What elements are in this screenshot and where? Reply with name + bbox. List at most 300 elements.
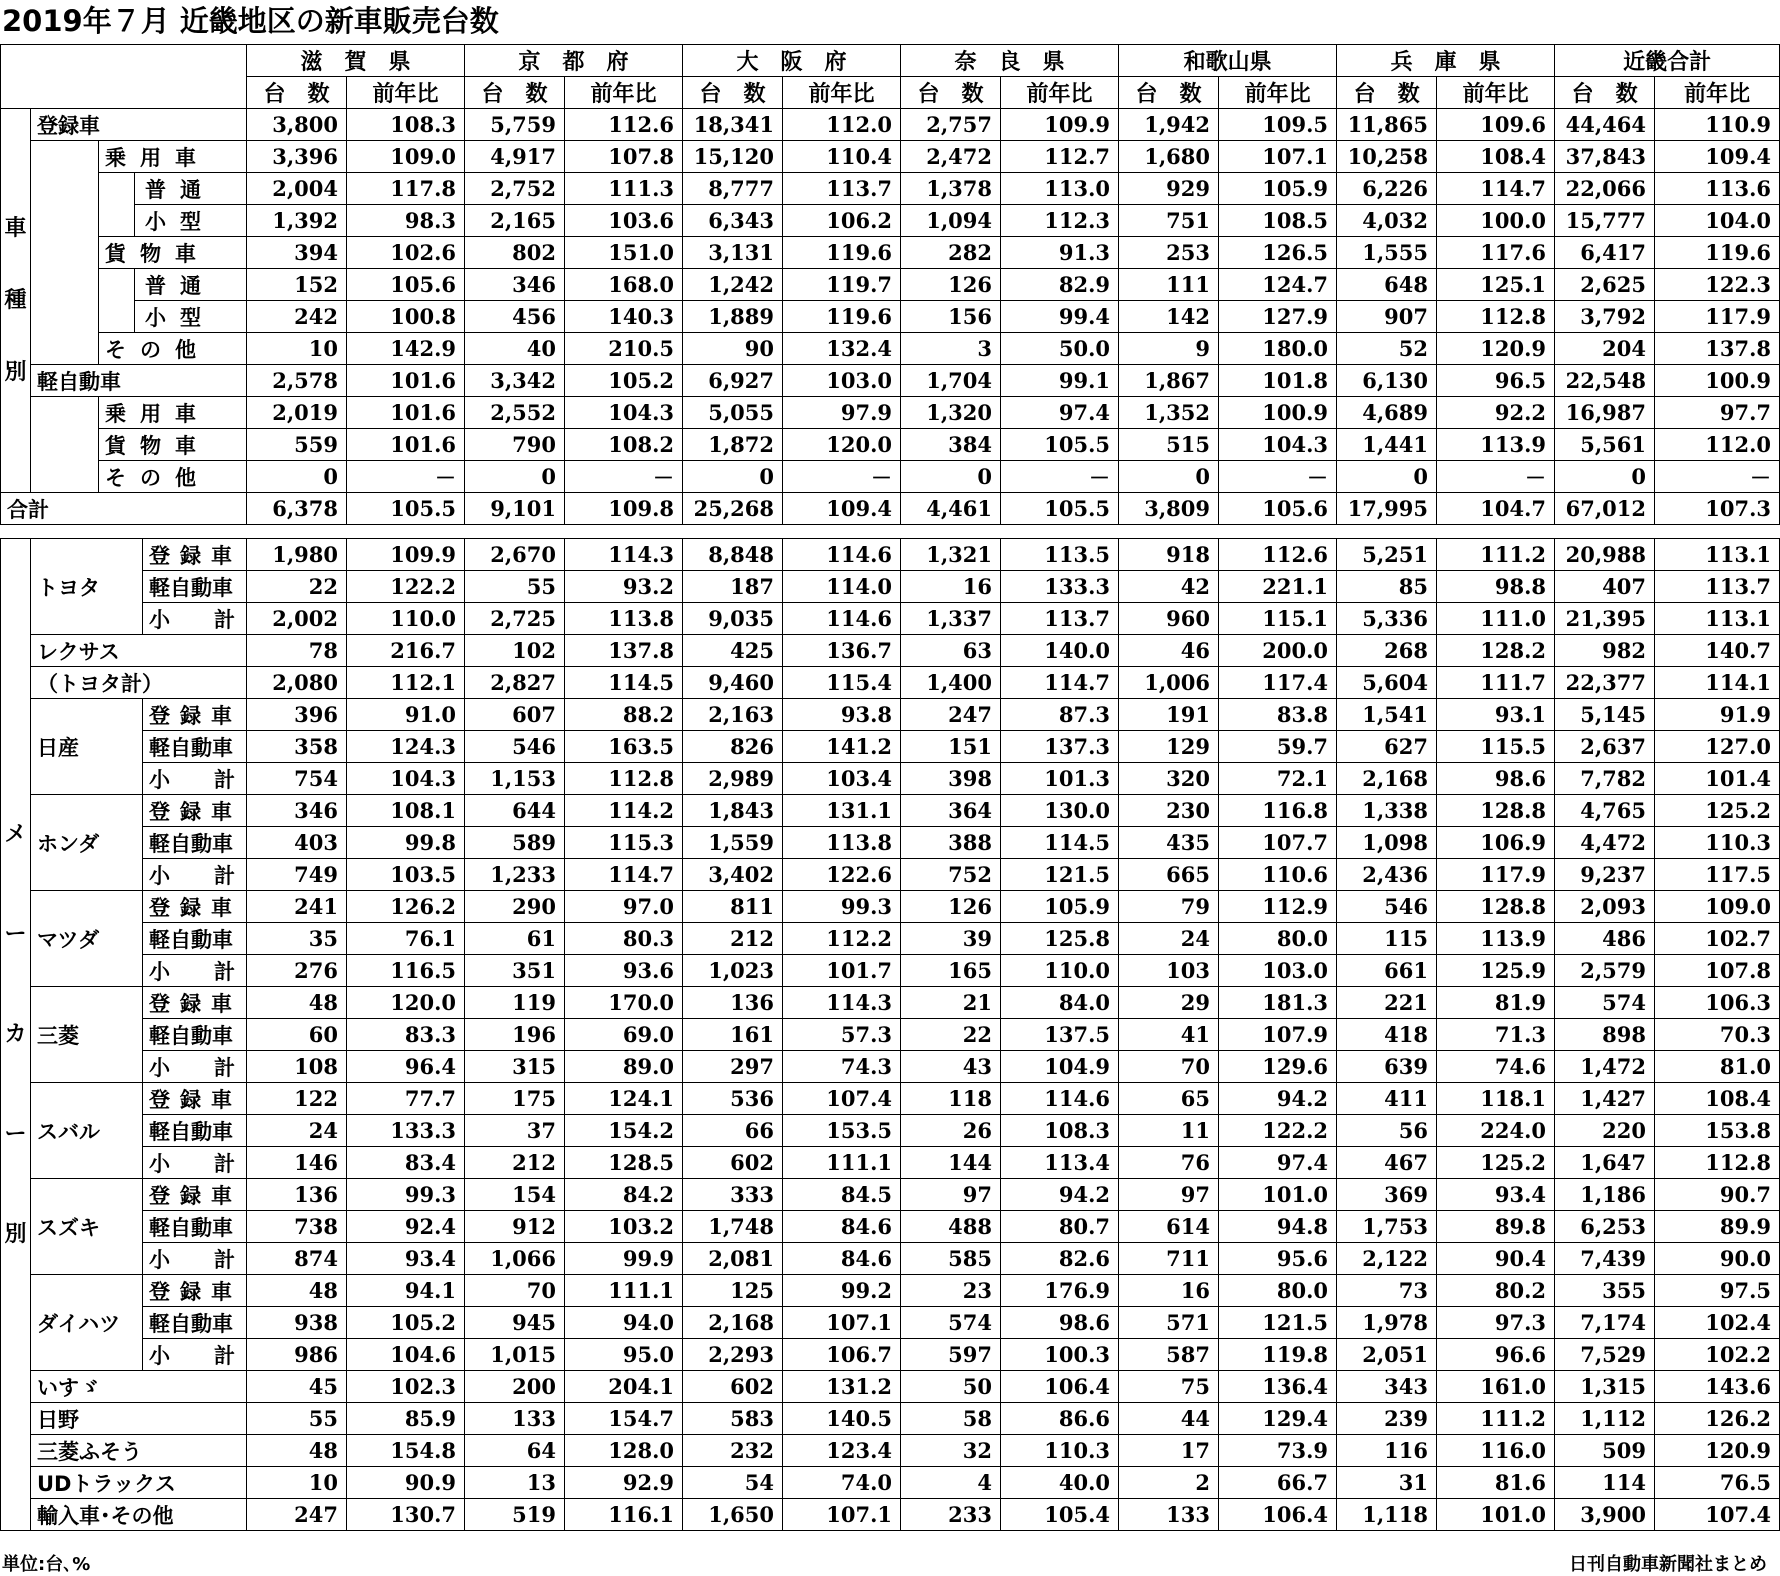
count-cell: 46	[1119, 635, 1219, 667]
count-cell: 1,066	[465, 1243, 565, 1275]
count-cell: 3,800	[247, 109, 347, 141]
yoy-cell: 82.6	[1001, 1243, 1119, 1275]
count-cell: 602	[683, 1147, 783, 1179]
yoy-cell: 112.1	[347, 667, 465, 699]
yoy-cell: 98.8	[1437, 571, 1555, 603]
count-cell: 1,650	[683, 1499, 783, 1531]
yoy-cell: 100.9	[1655, 365, 1780, 397]
header-row-prefectures	[1, 45, 1780, 77]
count-cell: 6,130	[1337, 365, 1437, 397]
count-cell: 29	[1119, 987, 1219, 1019]
yoy-cell: 101.7	[783, 955, 901, 987]
yoy-cell: 104.3	[1219, 429, 1337, 461]
table-row	[1, 109, 1780, 141]
yoy-cell: 221.1	[1219, 571, 1337, 603]
yoy-cell: 125.9	[1437, 955, 1555, 987]
count-cell: 55	[247, 1403, 347, 1435]
yoy-cell: 103.4	[783, 763, 901, 795]
count-cell: 6,417	[1555, 237, 1655, 269]
yoy-cell: 102.2	[1655, 1339, 1780, 1371]
count-cell: 2,725	[465, 603, 565, 635]
count-cell: 9,237	[1555, 859, 1655, 891]
yoy-cell: 111.0	[1437, 603, 1555, 635]
yoy-cell: 120.9	[1437, 333, 1555, 365]
yoy-header: 前年比	[565, 77, 683, 109]
count-cell: 61	[465, 923, 565, 955]
count-cell: 2,637	[1555, 731, 1655, 763]
count-cell: 559	[247, 429, 347, 461]
count-cell: 7,174	[1555, 1307, 1655, 1339]
sub-label: 小計	[143, 1243, 247, 1275]
count-cell: 9,101	[465, 493, 565, 525]
yoy-cell: 120.0	[783, 429, 901, 461]
count-cell: 583	[683, 1403, 783, 1435]
count-cell: 25,268	[683, 493, 783, 525]
count-cell: 212	[683, 923, 783, 955]
yoy-cell: 88.2	[565, 699, 683, 731]
count-cell: 97	[1119, 1179, 1219, 1211]
prefecture-header: 近畿合計	[1555, 45, 1780, 77]
yoy-cell: 140.3	[565, 301, 683, 333]
count-cell: 21,395	[1555, 603, 1655, 635]
indent-spacer	[31, 205, 99, 237]
count-cell: 587	[1119, 1339, 1219, 1371]
count-cell: 2,670	[465, 539, 565, 571]
table-row	[1, 827, 1780, 859]
count-cell: 1,555	[1337, 237, 1437, 269]
yoy-cell: 129.4	[1219, 1403, 1337, 1435]
yoy-cell: 106.2	[783, 205, 901, 237]
sub-label: 軽自動車	[143, 1115, 247, 1147]
count-cell: 108	[247, 1051, 347, 1083]
count-cell: 574	[1555, 987, 1655, 1019]
count-cell: 898	[1555, 1019, 1655, 1051]
unit-note: 単位:台､%	[2, 1554, 91, 1575]
count-cell: 75	[1119, 1371, 1219, 1403]
yoy-cell: 108.5	[1219, 205, 1337, 237]
count-cell: 55	[465, 571, 565, 603]
yoy-cell: 105.6	[1219, 493, 1337, 525]
maker-label: トヨタ	[31, 539, 143, 635]
count-cell: 175	[465, 1083, 565, 1115]
count-cell: 5,336	[1337, 603, 1437, 635]
indent-spacer	[99, 205, 135, 237]
count-cell: 45	[247, 1371, 347, 1403]
count-cell: 2,579	[1555, 955, 1655, 987]
count-cell: 1,753	[1337, 1211, 1437, 1243]
yoy-cell: 99.9	[565, 1243, 683, 1275]
yoy-cell: 131.2	[783, 1371, 901, 1403]
yoy-cell: 101.3	[1001, 763, 1119, 795]
table-row	[1, 955, 1780, 987]
count-cell: 1,748	[683, 1211, 783, 1243]
yoy-cell: 113.8	[783, 827, 901, 859]
yoy-cell: 112.7	[1001, 141, 1119, 173]
yoy-cell: 101.0	[1219, 1179, 1337, 1211]
count-cell: 754	[247, 763, 347, 795]
table-row	[1, 1467, 1780, 1499]
yoy-cell: 90.7	[1655, 1179, 1780, 1211]
yoy-cell: 116.5	[347, 955, 465, 987]
count-cell: 1,233	[465, 859, 565, 891]
count-cell: 2,080	[247, 667, 347, 699]
count-cell: 35	[247, 923, 347, 955]
yoy-cell: 92.9	[565, 1467, 683, 1499]
yoy-cell: 114.6	[783, 603, 901, 635]
count-cell: 103	[1119, 955, 1219, 987]
yoy-cell: 110.6	[1219, 859, 1337, 891]
indent-spacer	[31, 429, 99, 461]
count-cell: 2,081	[683, 1243, 783, 1275]
count-cell: 0	[1555, 461, 1655, 493]
yoy-cell: 81.9	[1437, 987, 1555, 1019]
sub-label: 小計	[143, 955, 247, 987]
count-cell: 355	[1555, 1275, 1655, 1307]
row-label: 乗用車	[99, 141, 247, 173]
yoy-cell: 124.7	[1219, 269, 1337, 301]
count-cell: 384	[901, 429, 1001, 461]
yoy-cell: 111.2	[1437, 539, 1555, 571]
yoy-cell: 151.0	[565, 237, 683, 269]
row-label: 普通	[135, 269, 247, 301]
yoy-cell: 106.7	[783, 1339, 901, 1371]
count-cell: 627	[1337, 731, 1437, 763]
indent-spacer	[31, 237, 99, 269]
count-cell: 398	[901, 763, 1001, 795]
count-cell: 2,004	[247, 173, 347, 205]
yoy-cell: 115.4	[783, 667, 901, 699]
sub-label: 小計	[143, 763, 247, 795]
count-cell: 749	[247, 859, 347, 891]
count-cell: 986	[247, 1339, 347, 1371]
yoy-cell: 112.8	[1655, 1147, 1780, 1179]
yoy-cell: 90.0	[1655, 1243, 1780, 1275]
count-cell: 1,942	[1119, 109, 1219, 141]
count-cell: 5,145	[1555, 699, 1655, 731]
count-cell: 574	[901, 1307, 1001, 1339]
count-cell: 154	[465, 1179, 565, 1211]
count-cell: 54	[683, 1467, 783, 1499]
count-cell: 2	[1119, 1467, 1219, 1499]
count-cell: 7,782	[1555, 763, 1655, 795]
header-corner	[1, 45, 247, 109]
count-cell: 411	[1337, 1083, 1437, 1115]
yoy-cell: 104.3	[565, 397, 683, 429]
yoy-cell: 115.3	[565, 827, 683, 859]
yoy-cell: 103.5	[347, 859, 465, 891]
yoy-cell: 112.8	[565, 763, 683, 795]
yoy-cell: 107.8	[565, 141, 683, 173]
yoy-cell: 103.0	[783, 365, 901, 397]
count-cell: 2,002	[247, 603, 347, 635]
yoy-cell: 104.6	[347, 1339, 465, 1371]
yoy-cell: 140.0	[1001, 635, 1119, 667]
yoy-cell: 108.4	[1655, 1083, 1780, 1115]
yoy-cell: 106.3	[1655, 987, 1780, 1019]
yoy-cell: 153.5	[783, 1115, 901, 1147]
table-row	[1, 1083, 1780, 1115]
table-row	[1, 205, 1780, 237]
table-row	[1, 461, 1780, 493]
yoy-cell: 113.1	[1655, 603, 1780, 635]
count-cell: 752	[901, 859, 1001, 891]
yoy-cell: 57.3	[783, 1019, 901, 1051]
count-cell: 64	[465, 1435, 565, 1467]
yoy-cell: 107.3	[1655, 493, 1780, 525]
count-cell: 44	[1119, 1403, 1219, 1435]
count-cell: 24	[1119, 923, 1219, 955]
count-cell: 4,461	[901, 493, 1001, 525]
count-cell: 63	[901, 635, 1001, 667]
yoy-cell: 125.8	[1001, 923, 1119, 955]
row-label: 普通	[135, 173, 247, 205]
table-row	[1, 1499, 1780, 1531]
yoy-cell: 132.4	[783, 333, 901, 365]
count-cell: 2,472	[901, 141, 1001, 173]
count-cell: 10	[247, 1467, 347, 1499]
yoy-cell: 113.5	[1001, 539, 1119, 571]
sub-label: 小計	[143, 859, 247, 891]
count-cell: 3,402	[683, 859, 783, 891]
count-cell: 597	[901, 1339, 1001, 1371]
count-cell: 1,392	[247, 205, 347, 237]
count-cell: 48	[247, 987, 347, 1019]
sub-label: 軽自動車	[143, 1211, 247, 1243]
yoy-cell: 114.7	[565, 859, 683, 891]
yoy-cell: 112.8	[1437, 301, 1555, 333]
count-cell: 1,242	[683, 269, 783, 301]
yoy-cell: 128.8	[1437, 891, 1555, 923]
count-cell: 1,320	[901, 397, 1001, 429]
count-cell: 146	[247, 1147, 347, 1179]
yoy-header: 前年比	[783, 77, 901, 109]
table-row	[1, 173, 1780, 205]
maker-label: ダイハツ	[31, 1275, 143, 1371]
table-row	[1, 333, 1780, 365]
count-cell: 1,112	[1555, 1403, 1655, 1435]
count-cell: 230	[1119, 795, 1219, 827]
yoy-cell: 113.0	[1001, 173, 1119, 205]
yoy-cell: 106.4	[1219, 1499, 1337, 1531]
yoy-cell: 127.0	[1655, 731, 1780, 763]
count-cell: 6,378	[247, 493, 347, 525]
count-cell: 2,989	[683, 763, 783, 795]
count-cell: 1,400	[901, 667, 1001, 699]
indent-spacer	[31, 173, 99, 205]
sub-label: 軽自動車	[143, 1307, 247, 1339]
prefecture-header: 兵 庫 県	[1337, 45, 1555, 77]
yoy-cell: 95.6	[1219, 1243, 1337, 1275]
yoy-cell: 72.1	[1219, 763, 1337, 795]
count-cell: 24	[247, 1115, 347, 1147]
table-row	[1, 1403, 1780, 1435]
table-row	[1, 1211, 1780, 1243]
yoy-cell: 77.7	[347, 1083, 465, 1115]
count-cell: 60	[247, 1019, 347, 1051]
count-cell: 5,561	[1555, 429, 1655, 461]
yoy-cell: 102.7	[1655, 923, 1780, 955]
yoy-cell: 104.0	[1655, 205, 1780, 237]
yoy-cell: 105.9	[1219, 173, 1337, 205]
count-cell: 644	[465, 795, 565, 827]
count-cell: 220	[1555, 1115, 1655, 1147]
yoy-cell: 124.3	[347, 731, 465, 763]
count-cell: 661	[1337, 955, 1437, 987]
count-cell: 912	[465, 1211, 565, 1243]
yoy-cell: 126.5	[1219, 237, 1337, 269]
count-cell: 16	[1119, 1275, 1219, 1307]
count-header: 台 数	[901, 77, 1001, 109]
indent-spacer	[31, 141, 99, 173]
count-cell: 1,872	[683, 429, 783, 461]
count-cell: 204	[1555, 333, 1655, 365]
yoy-cell: 71.3	[1437, 1019, 1555, 1051]
sub-label: 軽自動車	[143, 827, 247, 859]
table-row	[1, 539, 1780, 571]
yoy-cell: 97.7	[1655, 397, 1780, 429]
count-cell: 10	[247, 333, 347, 365]
count-cell: 253	[1119, 237, 1219, 269]
yoy-cell: 98.6	[1437, 763, 1555, 795]
yoy-cell: －	[1001, 461, 1119, 493]
yoy-cell: 107.4	[1655, 1499, 1780, 1531]
count-cell: 85	[1337, 571, 1437, 603]
prefecture-header: 奈 良 県	[901, 45, 1119, 77]
count-cell: 1,338	[1337, 795, 1437, 827]
yoy-cell: 106.4	[1001, 1371, 1119, 1403]
count-cell: 2,019	[247, 397, 347, 429]
row-label: 小型	[135, 205, 247, 237]
yoy-cell: 89.8	[1437, 1211, 1555, 1243]
maker-table	[0, 538, 1780, 1531]
count-cell: 1,337	[901, 603, 1001, 635]
count-cell: 32	[901, 1435, 1001, 1467]
yoy-cell: 113.7	[783, 173, 901, 205]
yoy-cell: 204.1	[565, 1371, 683, 1403]
yoy-cell: 84.0	[1001, 987, 1119, 1019]
yoy-cell: 93.1	[1437, 699, 1555, 731]
count-cell: 2,552	[465, 397, 565, 429]
count-cell: 982	[1555, 635, 1655, 667]
yoy-cell: 93.2	[565, 571, 683, 603]
count-cell: 751	[1119, 205, 1219, 237]
yoy-cell: 105.2	[347, 1307, 465, 1339]
section-label-maker: メ ー カ ー 別	[1, 539, 31, 1531]
yoy-cell: 108.2	[565, 429, 683, 461]
yoy-cell: 94.2	[1001, 1179, 1119, 1211]
yoy-cell: 103.6	[565, 205, 683, 237]
count-cell: 17	[1119, 1435, 1219, 1467]
yoy-cell: 114.2	[565, 795, 683, 827]
yoy-cell: 83.3	[347, 1019, 465, 1051]
count-cell: 1,889	[683, 301, 783, 333]
count-cell: 0	[247, 461, 347, 493]
count-cell: 346	[465, 269, 565, 301]
yoy-cell: 109.0	[347, 141, 465, 173]
yoy-cell: 94.8	[1219, 1211, 1337, 1243]
count-cell: 509	[1555, 1435, 1655, 1467]
yoy-cell: 99.3	[783, 891, 901, 923]
row-label: 登録車	[31, 109, 247, 141]
yoy-cell: 84.6	[783, 1211, 901, 1243]
count-cell: 212	[465, 1147, 565, 1179]
yoy-cell: 85.9	[347, 1403, 465, 1435]
yoy-cell: 104.9	[1001, 1051, 1119, 1083]
count-cell: 247	[247, 1499, 347, 1531]
maker-label: 輸入車･その他	[31, 1499, 247, 1531]
count-cell: 13	[465, 1467, 565, 1499]
yoy-cell: 180.0	[1219, 333, 1337, 365]
yoy-cell: 112.0	[1655, 429, 1780, 461]
sub-label: 小計	[143, 1147, 247, 1179]
yoy-cell: 163.5	[565, 731, 683, 763]
count-cell: 2,752	[465, 173, 565, 205]
count-cell: 122	[247, 1083, 347, 1115]
count-cell: 2,122	[1337, 1243, 1437, 1275]
yoy-cell: 120.9	[1655, 1435, 1780, 1467]
yoy-cell: 84.2	[565, 1179, 683, 1211]
yoy-cell: 82.9	[1001, 269, 1119, 301]
count-cell: 456	[465, 301, 565, 333]
count-cell: 351	[465, 955, 565, 987]
yoy-cell: 69.0	[565, 1019, 683, 1051]
sub-label: 登録車	[143, 987, 247, 1019]
count-cell: 3,900	[1555, 1499, 1655, 1531]
count-cell: 22,066	[1555, 173, 1655, 205]
count-cell: 396	[247, 699, 347, 731]
yoy-cell: 98.3	[347, 205, 465, 237]
yoy-cell: 114.5	[1001, 827, 1119, 859]
yoy-cell: 113.7	[1655, 571, 1780, 603]
sub-label: 登録車	[143, 1083, 247, 1115]
table-row	[1, 1019, 1780, 1051]
yoy-header: 前年比	[347, 77, 465, 109]
indent-spacer	[99, 301, 135, 333]
count-cell: 23	[901, 1275, 1001, 1307]
count-cell: 1,023	[683, 955, 783, 987]
yoy-cell: 84.6	[783, 1243, 901, 1275]
yoy-cell: 99.1	[1001, 365, 1119, 397]
count-cell: 152	[247, 269, 347, 301]
count-cell: 4	[901, 1467, 1001, 1499]
count-cell: 1,978	[1337, 1307, 1437, 1339]
count-cell: 394	[247, 237, 347, 269]
yoy-cell: 114.6	[783, 539, 901, 571]
yoy-cell: 81.6	[1437, 1467, 1555, 1499]
count-cell: 407	[1555, 571, 1655, 603]
yoy-cell: 93.4	[347, 1243, 465, 1275]
yoy-cell: 119.6	[783, 301, 901, 333]
yoy-cell: 117.8	[347, 173, 465, 205]
yoy-cell: 128.2	[1437, 635, 1555, 667]
count-cell: 1,352	[1119, 397, 1219, 429]
yoy-cell: 111.1	[783, 1147, 901, 1179]
count-cell: 1,472	[1555, 1051, 1655, 1083]
count-cell: 2,436	[1337, 859, 1437, 891]
count-cell: 22,377	[1555, 667, 1655, 699]
yoy-cell: 210.5	[565, 333, 683, 365]
count-cell: 607	[465, 699, 565, 731]
count-cell: 125	[683, 1275, 783, 1307]
yoy-cell: 107.1	[783, 1499, 901, 1531]
prefecture-header: 大 阪 府	[683, 45, 901, 77]
count-cell: 2,168	[683, 1307, 783, 1339]
count-cell: 232	[683, 1435, 783, 1467]
yoy-cell: 97.4	[1001, 397, 1119, 429]
count-cell: 70	[465, 1275, 565, 1307]
sub-label: 登録車	[143, 891, 247, 923]
count-cell: 790	[465, 429, 565, 461]
